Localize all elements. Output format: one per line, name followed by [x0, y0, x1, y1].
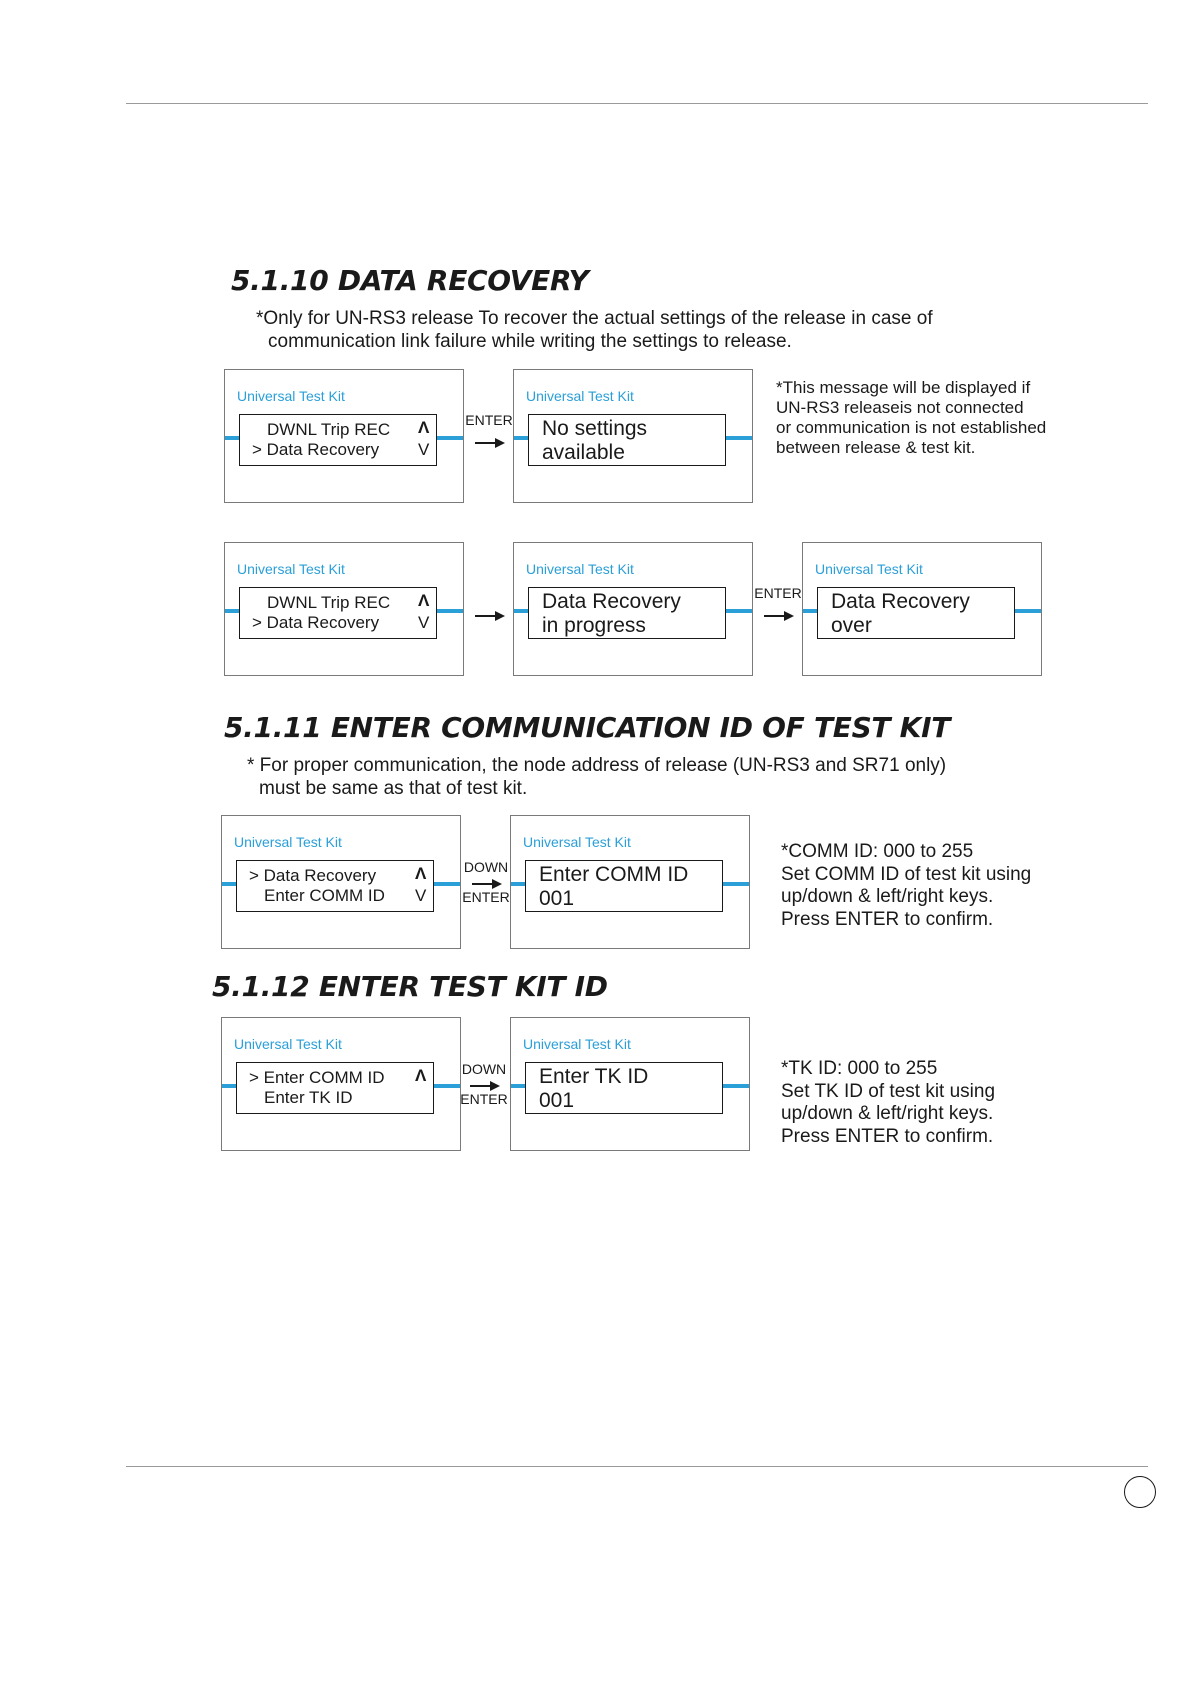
side-note-line: between release & test kit.: [776, 438, 976, 457]
lcd-screen-menu: [221, 1017, 461, 1151]
screen-bar-right: [432, 882, 460, 886]
screen-bar-left: [514, 609, 528, 613]
screen-bar-right: [435, 609, 463, 613]
screen-title: Universal Test Kit: [526, 388, 634, 404]
right-arrow-icon: [475, 436, 505, 450]
scroll-up-icon: Λ: [418, 591, 430, 610]
screen-bar-left: [511, 1084, 525, 1088]
message-line-1: Enter TK ID: [539, 1065, 649, 1088]
side-note-line: Press ENTER to confirm.: [781, 908, 994, 930]
message-line-1: Data Recovery: [542, 590, 681, 613]
message-line-2: in progress: [542, 614, 646, 637]
section-note-line-2: communication link failure while writing the settings to release.: [268, 331, 792, 352]
message-line-1: Data Recovery: [831, 590, 970, 613]
screen-display: [528, 587, 726, 639]
scroll-up-icon: Λ: [418, 418, 430, 437]
menu-line-1: DWNL Trip REC: [267, 420, 391, 439]
lcd-screen-menu: [224, 542, 464, 676]
side-note-line: UN-RS3 releaseis not connected: [776, 398, 1024, 417]
section-note-line-2: must be same as that of test kit.: [259, 778, 528, 799]
lcd-screen-message: [513, 369, 753, 503]
lcd-screen-message: [510, 1017, 750, 1151]
message-line-1: Enter COMM ID: [539, 863, 689, 886]
screen-display: [817, 587, 1015, 639]
screen-title: Universal Test Kit: [237, 388, 345, 404]
screen-title: Universal Test Kit: [234, 1036, 342, 1052]
section-heading-enter-test-kit-id: 5.1.12 ENTER TEST KIT ID: [212, 970, 608, 1003]
screen-title: Universal Test Kit: [523, 1036, 631, 1052]
screen-bar-right: [721, 1084, 749, 1088]
scroll-down-icon: V: [418, 440, 430, 459]
screen-display: [239, 587, 437, 639]
message-line-2: 001: [539, 887, 575, 910]
screen-bar-left: [514, 436, 528, 440]
scroll-down-icon: V: [415, 886, 427, 905]
message-line-2: 001: [539, 1089, 575, 1112]
lcd-screen-message: [802, 542, 1042, 676]
page-number-circle: [1124, 1476, 1156, 1508]
menu-line-2: > Data Recovery: [252, 613, 380, 632]
right-arrow-icon: [764, 609, 794, 623]
top-rule: [126, 103, 1148, 104]
lcd-screen-menu: [224, 369, 464, 503]
side-note-comm-id: [781, 841, 1031, 931]
screen-display: [239, 414, 437, 466]
transition-label-enter: ENTER: [754, 585, 802, 601]
side-note-line: *TK ID: 000 to 255: [781, 1058, 938, 1079]
lcd-screen-message: [510, 815, 750, 949]
message-line-1: No settings: [542, 417, 648, 440]
section-note-line-1: *Only for UN-RS3 release To recover the actual settings of the release in case of: [256, 308, 933, 329]
screen-display: [236, 1062, 434, 1114]
section-heading-enter-comm-id: 5.1.11 ENTER COMMUNICATION ID OF TEST KIT: [224, 711, 950, 744]
side-note-line: *COMM ID: 000 to 255: [781, 841, 974, 862]
section-heading-data-recovery: 5.1.10 DATA RECOVERY: [231, 264, 589, 297]
screen-bar-right: [724, 609, 752, 613]
scroll-up-icon: Λ: [415, 1066, 427, 1085]
message-line-2: available: [542, 441, 625, 464]
side-note-no-settings: [776, 378, 1046, 458]
screen-title: Universal Test Kit: [815, 561, 923, 577]
right-arrow-icon: [475, 609, 505, 623]
transition-label-down: DOWN: [463, 859, 509, 875]
screen-display: [525, 860, 723, 912]
screen-title: Universal Test Kit: [237, 561, 345, 577]
screen-display: [236, 860, 434, 912]
lcd-screen-menu: [221, 815, 461, 949]
screen-bar-left: [225, 609, 239, 613]
screen-bar-left: [803, 609, 817, 613]
transition-enter: [465, 412, 513, 472]
side-note-line: up/down & left/right keys.: [781, 1103, 994, 1124]
menu-line-1: > Enter COMM ID: [249, 1068, 385, 1087]
side-note-line: Set COMM ID of test kit using: [781, 863, 1032, 885]
screen-bar-right: [721, 882, 749, 886]
screen-bar-left: [222, 882, 236, 886]
screen-bar-right: [1013, 609, 1041, 613]
bottom-rule: [126, 1466, 1148, 1467]
screen-title: Universal Test Kit: [234, 834, 342, 850]
screen-bar-right: [435, 436, 463, 440]
side-note-line: *This message will be displayed if: [776, 378, 1031, 397]
transition-label-enter: ENTER: [462, 889, 510, 905]
message-line-2: over: [831, 614, 872, 637]
menu-line-2: Enter COMM ID: [264, 886, 385, 905]
screen-bar-right: [724, 436, 752, 440]
transition-label-down: DOWN: [461, 1061, 507, 1077]
transition-plain: [465, 585, 513, 645]
screen-display: [525, 1062, 723, 1114]
side-note-line: up/down & left/right keys.: [781, 886, 994, 907]
transition-enter: [754, 585, 802, 645]
transition-label-enter: ENTER: [460, 1091, 508, 1107]
screen-display: [528, 414, 726, 466]
screen-bar-left: [511, 882, 525, 886]
lcd-screen-message: [513, 542, 753, 676]
screen-bar-left: [222, 1084, 236, 1088]
side-note-line: Press ENTER to confirm.: [781, 1125, 994, 1147]
screen-title: Universal Test Kit: [523, 834, 631, 850]
transition-label-enter: ENTER: [465, 412, 513, 428]
screen-bar-left: [225, 436, 239, 440]
menu-line-1: > Data Recovery: [249, 866, 377, 885]
transition-down-enter: [460, 1061, 508, 1121]
side-note-line: Set TK ID of test kit using: [781, 1080, 996, 1102]
menu-line-2: > Data Recovery: [252, 440, 380, 459]
side-note-line: or communication is not established: [776, 418, 1047, 437]
transition-down-enter: [462, 859, 510, 919]
scroll-up-icon: Λ: [415, 864, 427, 883]
menu-line-2: Enter TK ID: [264, 1088, 353, 1107]
scroll-down-icon: V: [418, 613, 430, 632]
menu-line-1: DWNL Trip REC: [267, 593, 391, 612]
side-note-tk-id: [781, 1058, 995, 1148]
screen-title: Universal Test Kit: [526, 561, 634, 577]
screen-bar-right: [432, 1084, 460, 1088]
section-note-line-1: * For proper communication, the node address of release (UN-RS3 and SR71 only): [247, 755, 947, 776]
